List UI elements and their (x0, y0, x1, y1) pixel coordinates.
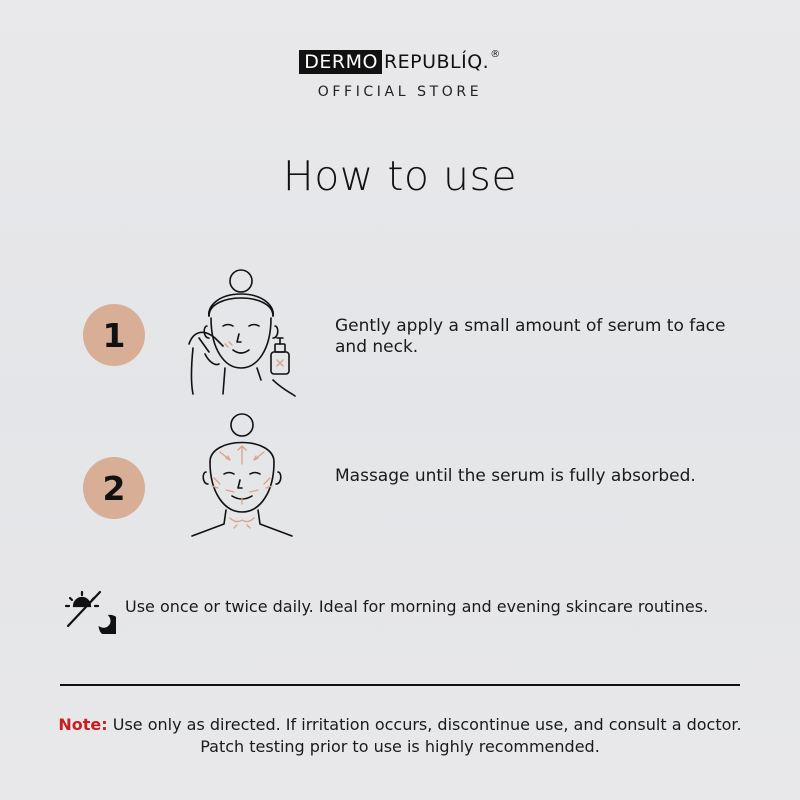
logo-light-part: REPUBLÍQ. (383, 51, 490, 73)
step-2-badge: 2 (83, 457, 145, 519)
note-line-2: Patch testing prior to use is highly recommended. (200, 737, 600, 756)
logo-dark-part: DERMO (299, 50, 382, 74)
day-night-icon (64, 588, 116, 634)
divider (60, 684, 740, 686)
step-1-text: Gently apply a small amount of serum to face and neck. (335, 316, 726, 357)
brand-header (0, 50, 800, 100)
official-store-label: OFFICIAL STORE (317, 84, 483, 100)
page-title: How to use (282, 152, 518, 200)
note-label: Note: (58, 715, 108, 734)
daily-usage-text: Use once or twice daily. Ideal for morning and evening skincare routines. (125, 597, 709, 616)
step-1-badge: 1 (83, 304, 145, 366)
note-block (0, 714, 800, 758)
note-line-1 (0, 714, 800, 736)
registered-mark: ® (490, 49, 501, 60)
note-text-1: Use only as directed. If irritation occurs, discontinue use, and consult a doctor. (107, 715, 742, 734)
step-2-text: Massage until the serum is fully absorbed. (335, 466, 696, 486)
face-apply-serum-illustration (185, 268, 297, 398)
face-massage-illustration (190, 412, 294, 542)
brand-logo (299, 50, 500, 74)
